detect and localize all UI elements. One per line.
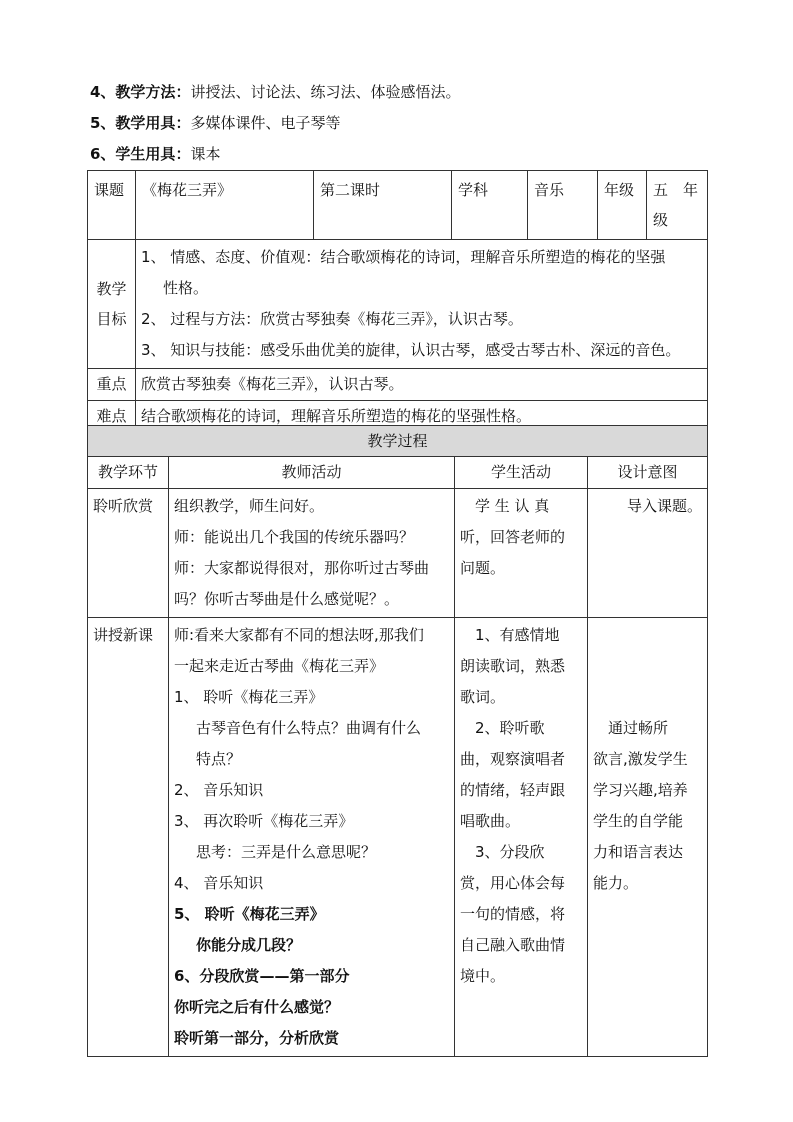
teacher-line: 聆听第一部分，分析欣赏 (174, 1029, 340, 1047)
teacher-line: 1、 聆听《梅花三弄》 (174, 688, 324, 706)
teaching-tools-label: 5、教学用具： (90, 114, 191, 132)
teacher-line: 一起来走近古琴曲《梅花三弄》 (174, 657, 385, 675)
teaching-process-table (87, 425, 708, 1057)
goals-content (136, 240, 708, 369)
header-design-intent: 设计意图 (588, 457, 708, 489)
teacher-line: 组织教学，师生问好。 (174, 497, 325, 515)
student-line: 的情绪，轻声跟 (460, 781, 566, 799)
topic-row (88, 171, 708, 240)
subject-value: 音乐 (528, 171, 598, 240)
teaching-tools-line (90, 111, 340, 135)
student-activity-cell (455, 489, 588, 618)
difficulty-label: 难点 (88, 401, 136, 433)
stage-cell: 讲授新课 (88, 618, 169, 1057)
student-line: 3、分段欣 (460, 843, 545, 861)
difficulty-value: 结合歌颂梅花的诗词，理解音乐所塑造的梅花的坚强性格。 (136, 401, 708, 433)
goals-label (88, 240, 136, 369)
topic-value: 《梅花三弄》 (136, 171, 314, 240)
key-point-label: 重点 (88, 369, 136, 401)
teacher-line: 师：能说出几个我国的传统乐器吗？ (174, 528, 415, 546)
student-tools-line (90, 142, 220, 166)
design-intent-cell (588, 618, 708, 1057)
goals-label-line-2: 目标 (96, 310, 127, 328)
teacher-activity-cell (169, 618, 455, 1057)
goals-label-line-1: 教学 (96, 280, 127, 298)
key-point-value: 欣赏古琴独奏《梅花三弄》，认识古琴。 (136, 369, 708, 401)
teacher-line: 师：大家都说得很对，那你听过古琴曲 (174, 559, 430, 577)
teaching-tools-value: 多媒体课件、电子琴等 (190, 114, 341, 132)
student-activity-cell (455, 618, 588, 1057)
intent-line: 欲言,激发学生 (593, 750, 688, 768)
teacher-line: 2、 音乐知识 (174, 781, 264, 799)
student-tools-label: 6、学生用具： (90, 145, 191, 163)
design-intent-cell: 导入课题。 (588, 489, 708, 618)
teacher-line: 古琴音色有什么特点？曲调有什么 (196, 719, 422, 737)
student-line: 歌词。 (460, 688, 506, 706)
process-title: 教学过程 (88, 426, 708, 457)
grade-value (647, 171, 708, 240)
process-title-row (88, 426, 708, 457)
goal-line: 性格。 (163, 279, 209, 297)
grade-label: 年级 (598, 171, 647, 240)
student-line: 1、有感情地 (460, 626, 560, 644)
teacher-line: 吗？你听古琴曲是什么感觉呢？。 (174, 590, 400, 608)
student-line: 曲，观察演唱者 (460, 750, 566, 768)
stage-cell: 聆听欣赏 (88, 489, 169, 618)
intent-line: 学生的自学能 (593, 812, 684, 830)
intent-spacer (593, 620, 702, 713)
intent-line: 力和语言表达 (593, 843, 684, 861)
student-line: 赏，用心体会每 (460, 874, 566, 892)
teacher-line: 3、 再次聆听《梅花三弄》 (174, 812, 354, 830)
teacher-line: 你能分成几段？ (196, 936, 302, 954)
teaching-method-line (90, 80, 460, 104)
grade-value-line-2: 级 (653, 211, 669, 229)
goal-line: 2、 过程与方法：欣赏古琴独奏《梅花三弄》，认识古琴。 (141, 310, 523, 328)
topic-label: 课题 (88, 171, 136, 240)
process-row-new-lesson (88, 618, 708, 1057)
goal-line: 1、 情感、态度、价值观：结合歌颂梅花的诗词，理解音乐所塑造的梅花的坚强 (141, 248, 666, 266)
teacher-line: 你听完之后有什么感觉？ (174, 998, 340, 1016)
student-tools-value: 课本 (190, 145, 221, 163)
process-row-listening (88, 489, 708, 618)
teacher-line: 6、分段欣赏——第一部分 (174, 967, 350, 985)
goal-line: 3、 知识与技能：感受乐曲优美的旋律，认识古琴，感受古琴古朴、深远的音色。 (141, 341, 681, 359)
header-stage: 教学环节 (88, 457, 169, 489)
process-header-row (88, 457, 708, 489)
student-line: 一句的情感，将 (460, 905, 566, 923)
student-line: 学 生 认 真 (460, 497, 550, 515)
key-point-row (88, 369, 708, 401)
teacher-line: 思考：三弄是什么意思呢？ (196, 843, 377, 861)
teacher-line: 师:看来大家都有不同的想法呀,那我们 (174, 626, 424, 644)
teacher-line: 5、 聆听《梅花三弄》 (174, 905, 325, 923)
student-line: 唱歌曲。 (460, 812, 521, 830)
student-line: 2、聆听歌 (460, 719, 545, 737)
subject-label: 学科 (452, 171, 528, 240)
student-line: 问题。 (460, 559, 506, 577)
student-line: 境中。 (460, 967, 506, 985)
teacher-activity-cell (169, 489, 455, 618)
student-line: 朗读歌词，熟悉 (460, 657, 566, 675)
intent-line: 通过畅所 (593, 719, 669, 737)
teacher-line: 特点？ (196, 750, 242, 768)
goals-row (88, 240, 708, 369)
lesson-number: 第二课时 (314, 171, 452, 240)
teaching-method-label: 4、教学方法： (90, 83, 191, 101)
header-student-activity: 学生活动 (455, 457, 588, 489)
teaching-method-value: 讲授法、讨论法、练习法、体验感悟法。 (190, 83, 461, 101)
lesson-info-table (87, 170, 708, 433)
intent-line: 能力。 (593, 874, 639, 892)
header-teacher-activity: 教师活动 (169, 457, 455, 489)
grade-value-line-1: 五 年 (653, 181, 699, 199)
teacher-line: 4、 音乐知识 (174, 874, 264, 892)
student-line: 听，回答老师的 (460, 528, 566, 546)
intent-line: 学习兴趣,培养 (593, 781, 688, 799)
student-line: 自己融入歌曲情 (460, 936, 566, 954)
